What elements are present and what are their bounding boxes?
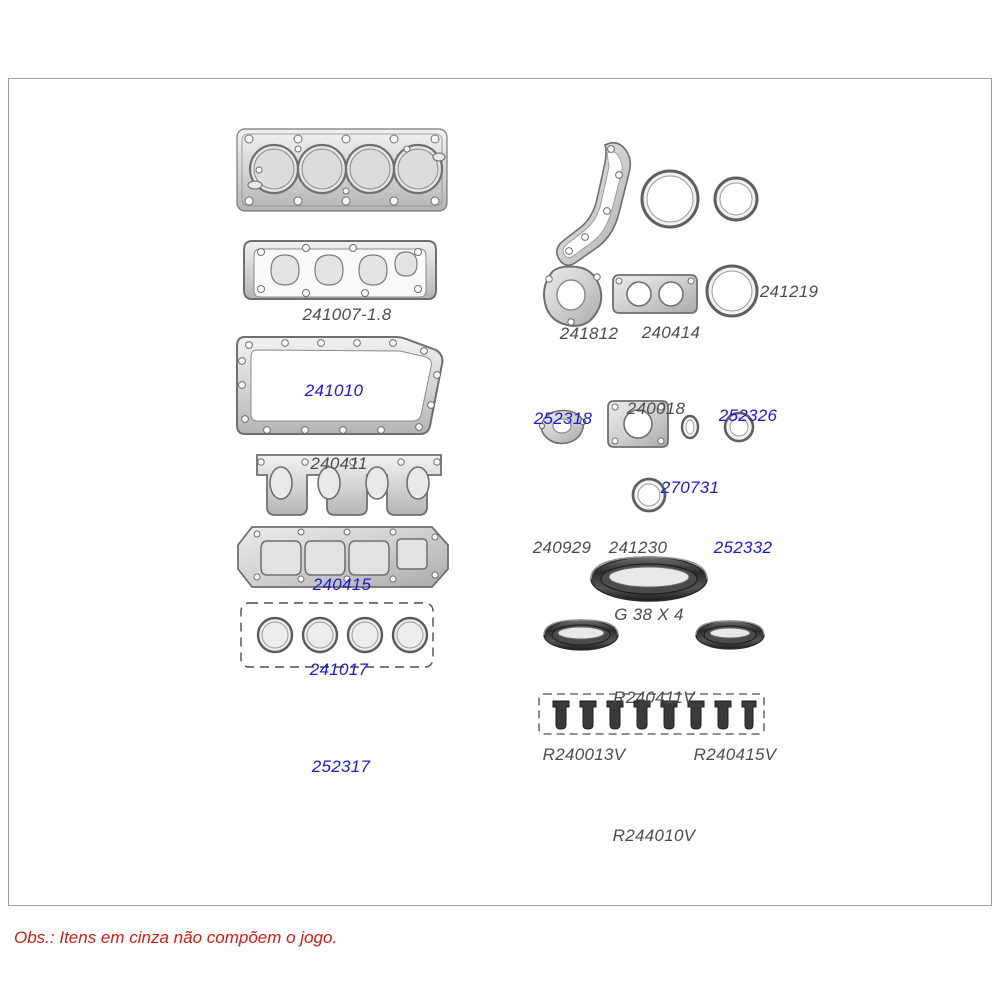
label-g38x4: G 38 X 4 [614, 605, 684, 624]
part-240018 [613, 275, 697, 313]
label-252317: 252317 [311, 757, 371, 776]
label-252332: 252332 [713, 538, 773, 557]
label-240929: 240929 [532, 538, 592, 557]
label-240414: 240414 [641, 323, 701, 342]
part-r240013v [544, 620, 618, 650]
label-241219: 241219 [759, 282, 819, 301]
label-r240013v: R240013V [542, 745, 626, 764]
part-241219 [715, 178, 757, 220]
label-241007-1.8: 241007-1.8 [302, 305, 392, 324]
label-252326: 252326 [718, 406, 778, 425]
label-r244010v: R244010V [612, 826, 696, 845]
label-240415: 240415 [312, 575, 372, 594]
part-240414 [642, 171, 698, 227]
part-r240415v [696, 621, 764, 649]
diagram-artwork [9, 79, 993, 907]
label-r240411v: R240411V [613, 688, 695, 707]
part-241007 [237, 129, 447, 211]
part-r240411v [591, 557, 707, 601]
part-252318 [544, 267, 601, 326]
label-r240415v: R240415V [693, 745, 777, 764]
part-241812 [557, 143, 631, 266]
label-240018: 240018 [626, 399, 686, 418]
label-241010: 241010 [304, 381, 364, 400]
label-241017: 241017 [309, 660, 369, 679]
footnote-text: Obs.: Itens em cinza não compõem o jogo. [14, 928, 338, 947]
part-252317 [241, 603, 433, 667]
part-270731 [682, 416, 698, 438]
label-241230: 241230 [608, 538, 668, 557]
label-252318: 252318 [533, 409, 593, 428]
label-240411: 240411 [310, 454, 368, 473]
label-241812: 241812 [559, 324, 619, 343]
part-252326 [707, 266, 757, 316]
part-241010 [244, 241, 436, 299]
label-270731: 270731 [660, 478, 720, 497]
diagram-frame [8, 78, 992, 906]
